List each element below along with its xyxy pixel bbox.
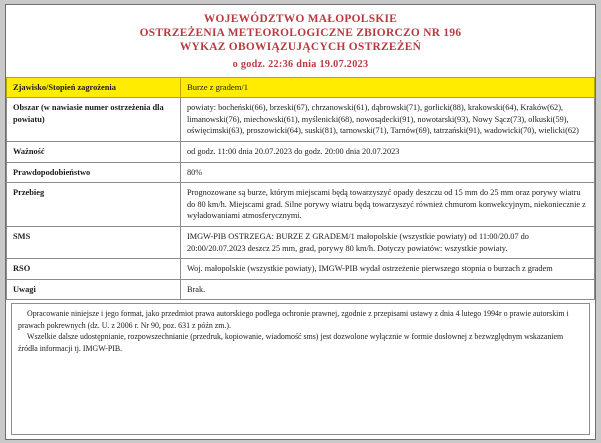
row-value-area: powiaty: bocheński(66), brzeski(67), chrzanowski(61), dąbrowski(71), gorlicki(88), krakowski(64), Kraków(62), limanowski(76), miechowski(61), myślenicki(68), nowosądecki(91), nowotarski(93), Nowy Sącz(73), olkuski(59), oświęcimski(63), proszowicki(64), suski(81), tarnowski(71), Tarnów(69), tatrzański(91), wadowicki(70), wielicki(62) xyxy=(181,98,595,142)
table-row xyxy=(7,259,595,280)
page-title-line-3: WYKAZ OBOWIĄZUJĄCYCH OSTRZEŻEŃ xyxy=(179,41,422,54)
row-value-phenomenon: Burze z gradem/1 xyxy=(181,77,595,98)
table-row xyxy=(7,183,595,227)
row-label-area: Obszar (w nawiasie numer ostrzeżenia dla powiatu) xyxy=(7,98,181,142)
copyright-notice xyxy=(11,303,590,435)
row-label-rso: RSO xyxy=(7,259,181,280)
table-row xyxy=(7,162,595,183)
table-row xyxy=(7,98,595,142)
row-value-validity: od godz. 11:00 dnia 20.07.2023 do godz. 20:00 dnia 20.07.2023 xyxy=(181,141,595,162)
warning-table xyxy=(6,77,595,301)
document-title-block xyxy=(6,5,595,77)
row-value-rso: Woj. małopolskie (wszystkie powiaty), IMGW-PIB wydał ostrzeżenie pierwszego stopnia o burzach z gradem xyxy=(181,259,595,280)
footer-area xyxy=(6,300,595,439)
row-label-probability: Prawdopodobieństwo xyxy=(7,162,181,183)
row-value-course: Prognozowane są burze, którym miejscami będą towarzyszyć opady deszczu od 15 mm do 25 mm oraz porywy wiatru do 80 km/h. Miejscami grad. Silne porywy wiatru będą towarzyszyć również chmurom konwekcyjnym, niekoniecznie z wyładowaniami atmosferycznymi. xyxy=(181,183,595,227)
copyright-paragraph-1: Opracowanie niniejsze i jego format, jako przedmiot prawa autorskiego podlega ochronie prawnej, zgodnie z przepisami ustawy z dnia 4 lutego 1994r o prawie autorskim i prawach pokrewnych (dz. U. z 2006 r. Nr 90, poz. 631 z późn zm.). xyxy=(18,309,569,330)
table-row-phenomenon xyxy=(7,77,595,98)
table-row xyxy=(7,141,595,162)
row-value-remarks: Brak. xyxy=(181,279,595,300)
document-body xyxy=(5,4,596,440)
copyright-paragraph-2: Wszelkie dalsze udostępnianie, rozpowszechnianie (przedruk, kopiowanie, wiadomość sms) jest dozwolone wyłącznie w formie dosłownej z bezwzględnym wskazaniem źródła informacji tj. IMGW-PIB. xyxy=(18,332,564,353)
row-label-validity: Ważność xyxy=(7,141,181,162)
issued-at-text: o godz. 22:36 dnia 19.07.2023 xyxy=(232,58,369,70)
row-label-remarks: Uwagi xyxy=(7,279,181,300)
page-title-line-2: OSTRZEŻENIA METEOROLOGICZNE ZBIORCZO NR 196 xyxy=(139,27,462,40)
page-title-line-1: WOJEWÓDZTWO MAŁOPOLSKIE xyxy=(203,13,398,25)
row-value-probability: 80% xyxy=(181,162,595,183)
row-label-phenomenon: Zjawisko/Stopień zagrożenia xyxy=(7,77,181,98)
table-row xyxy=(7,226,595,258)
row-value-sms: IMGW-PIB OSTRZEGA: BURZE Z GRADEM/1 małopolskie (wszystkie powiaty) od 11:00/20.07 do 20:00/20.07.2023 deszcz 25 mm, grad, porywy 80 km/h. Dotyczy powiatów: wszystkie powiaty. xyxy=(181,226,595,258)
row-label-course: Przebieg xyxy=(7,183,181,227)
table-row xyxy=(7,279,595,300)
row-label-sms: SMS xyxy=(7,226,181,258)
